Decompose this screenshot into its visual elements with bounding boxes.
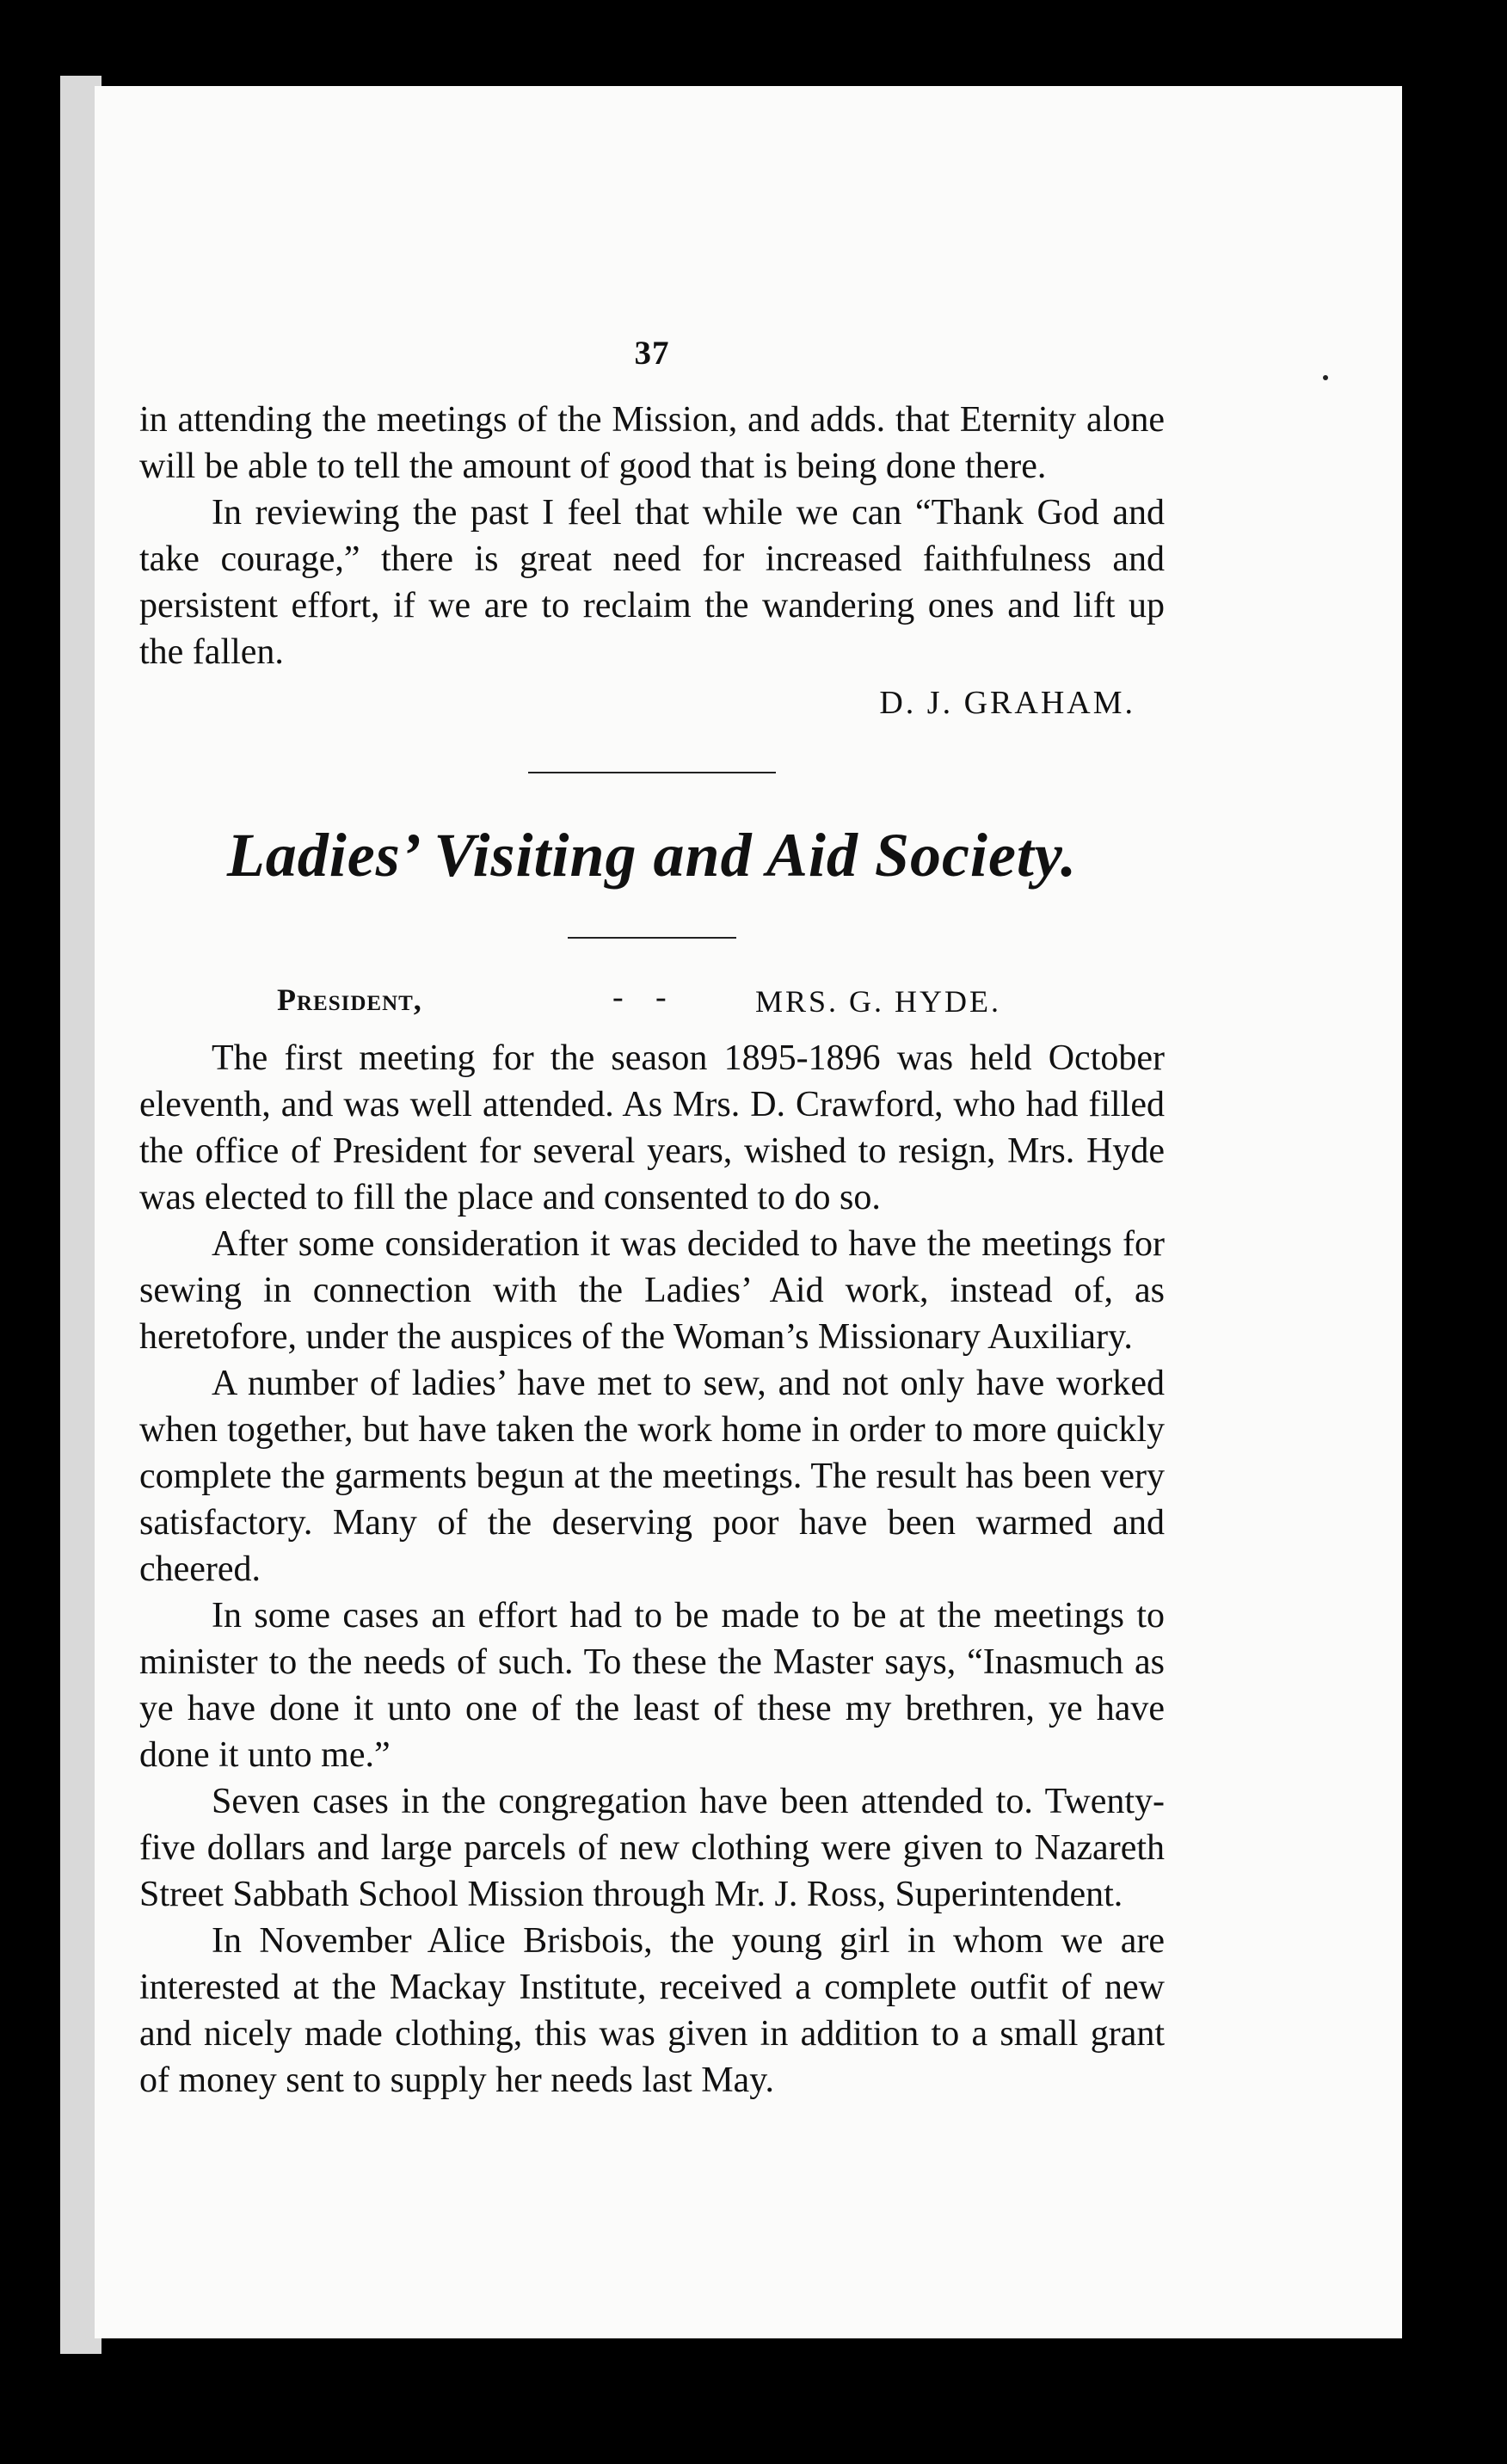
paragraph-seven-cases: Seven cases in the congregation have been attended to. Twenty-five dollars and large parcels of new clothing were given to Nazareth Street Sabbath School Mission through Mr. J. Ross, Superintendent. bbox=[139, 1782, 1165, 1914]
dash: - bbox=[612, 979, 624, 1015]
section-title: Ladies’ Visiting and Aid Society. bbox=[226, 821, 1078, 890]
paragraph-november: In November Alice Brisbois, the young girl in whom we are interested at the Mackay Institute, received a complete outfit of new and nicely made clothing, this was given in addition to a small grant of money sent to supply her needs last May. bbox=[139, 1921, 1165, 2100]
dash: - bbox=[655, 979, 667, 1015]
president-line bbox=[139, 976, 1165, 1028]
president-label: President, bbox=[277, 983, 422, 1017]
dust-speck bbox=[1323, 375, 1328, 380]
paragraph-sewing-meetings: After some consideration it was decided to have the meetings for sewing in connection with the Ladies’ Aid work, instead of, as heretofore, under the auspices of the Woman’s Missionary Auxiliary. bbox=[139, 1224, 1165, 1357]
page-content bbox=[139, 249, 1165, 2104]
section-divider bbox=[528, 772, 776, 773]
president-name: MRS. G. HYDE. bbox=[755, 984, 1002, 1019]
paragraph-some-cases: In some cases an effort had to be made to be at the meetings to minister to the needs of such. To these the Master says, “Inasmuch as ye have done it unto one of the least of these my brethren, ye have done it unto me.” bbox=[139, 1596, 1165, 1775]
page-number: 37 bbox=[634, 335, 670, 372]
paragraph-continuation: in attending the meetings of the Mission, and adds. that Eternity alone will be able to tell the amount of good that is being done there. bbox=[139, 400, 1165, 486]
paragraph-reviewing: In reviewing the past I feel that while we can “Thank God and take courage,” there is great need for increased faithfulness and persistent effort, if we are to reclaim the wandering ones and lift up the fallen. bbox=[139, 493, 1165, 672]
signature: D. J. GRAHAM. bbox=[879, 685, 1135, 721]
paragraph-first-meeting: The first meeting for the season 1895-1896 was held October eleventh, and was well attended. As Mrs. D. Crawford, who had filled the office of President for several years, wished to resign, Mrs. Hyde was elected to fill the place and consented to do so. bbox=[139, 1038, 1165, 1217]
title-underline bbox=[568, 937, 736, 939]
paragraph-ladies-sewing: A number of ladies’ have met to sew, and not only have worked when together, but have taken the work home in order to more quickly complete the garments begun at the meetings. The result has been very satisfactory. Many of the deserving poor have been warmed and cheered. bbox=[139, 1364, 1165, 1589]
